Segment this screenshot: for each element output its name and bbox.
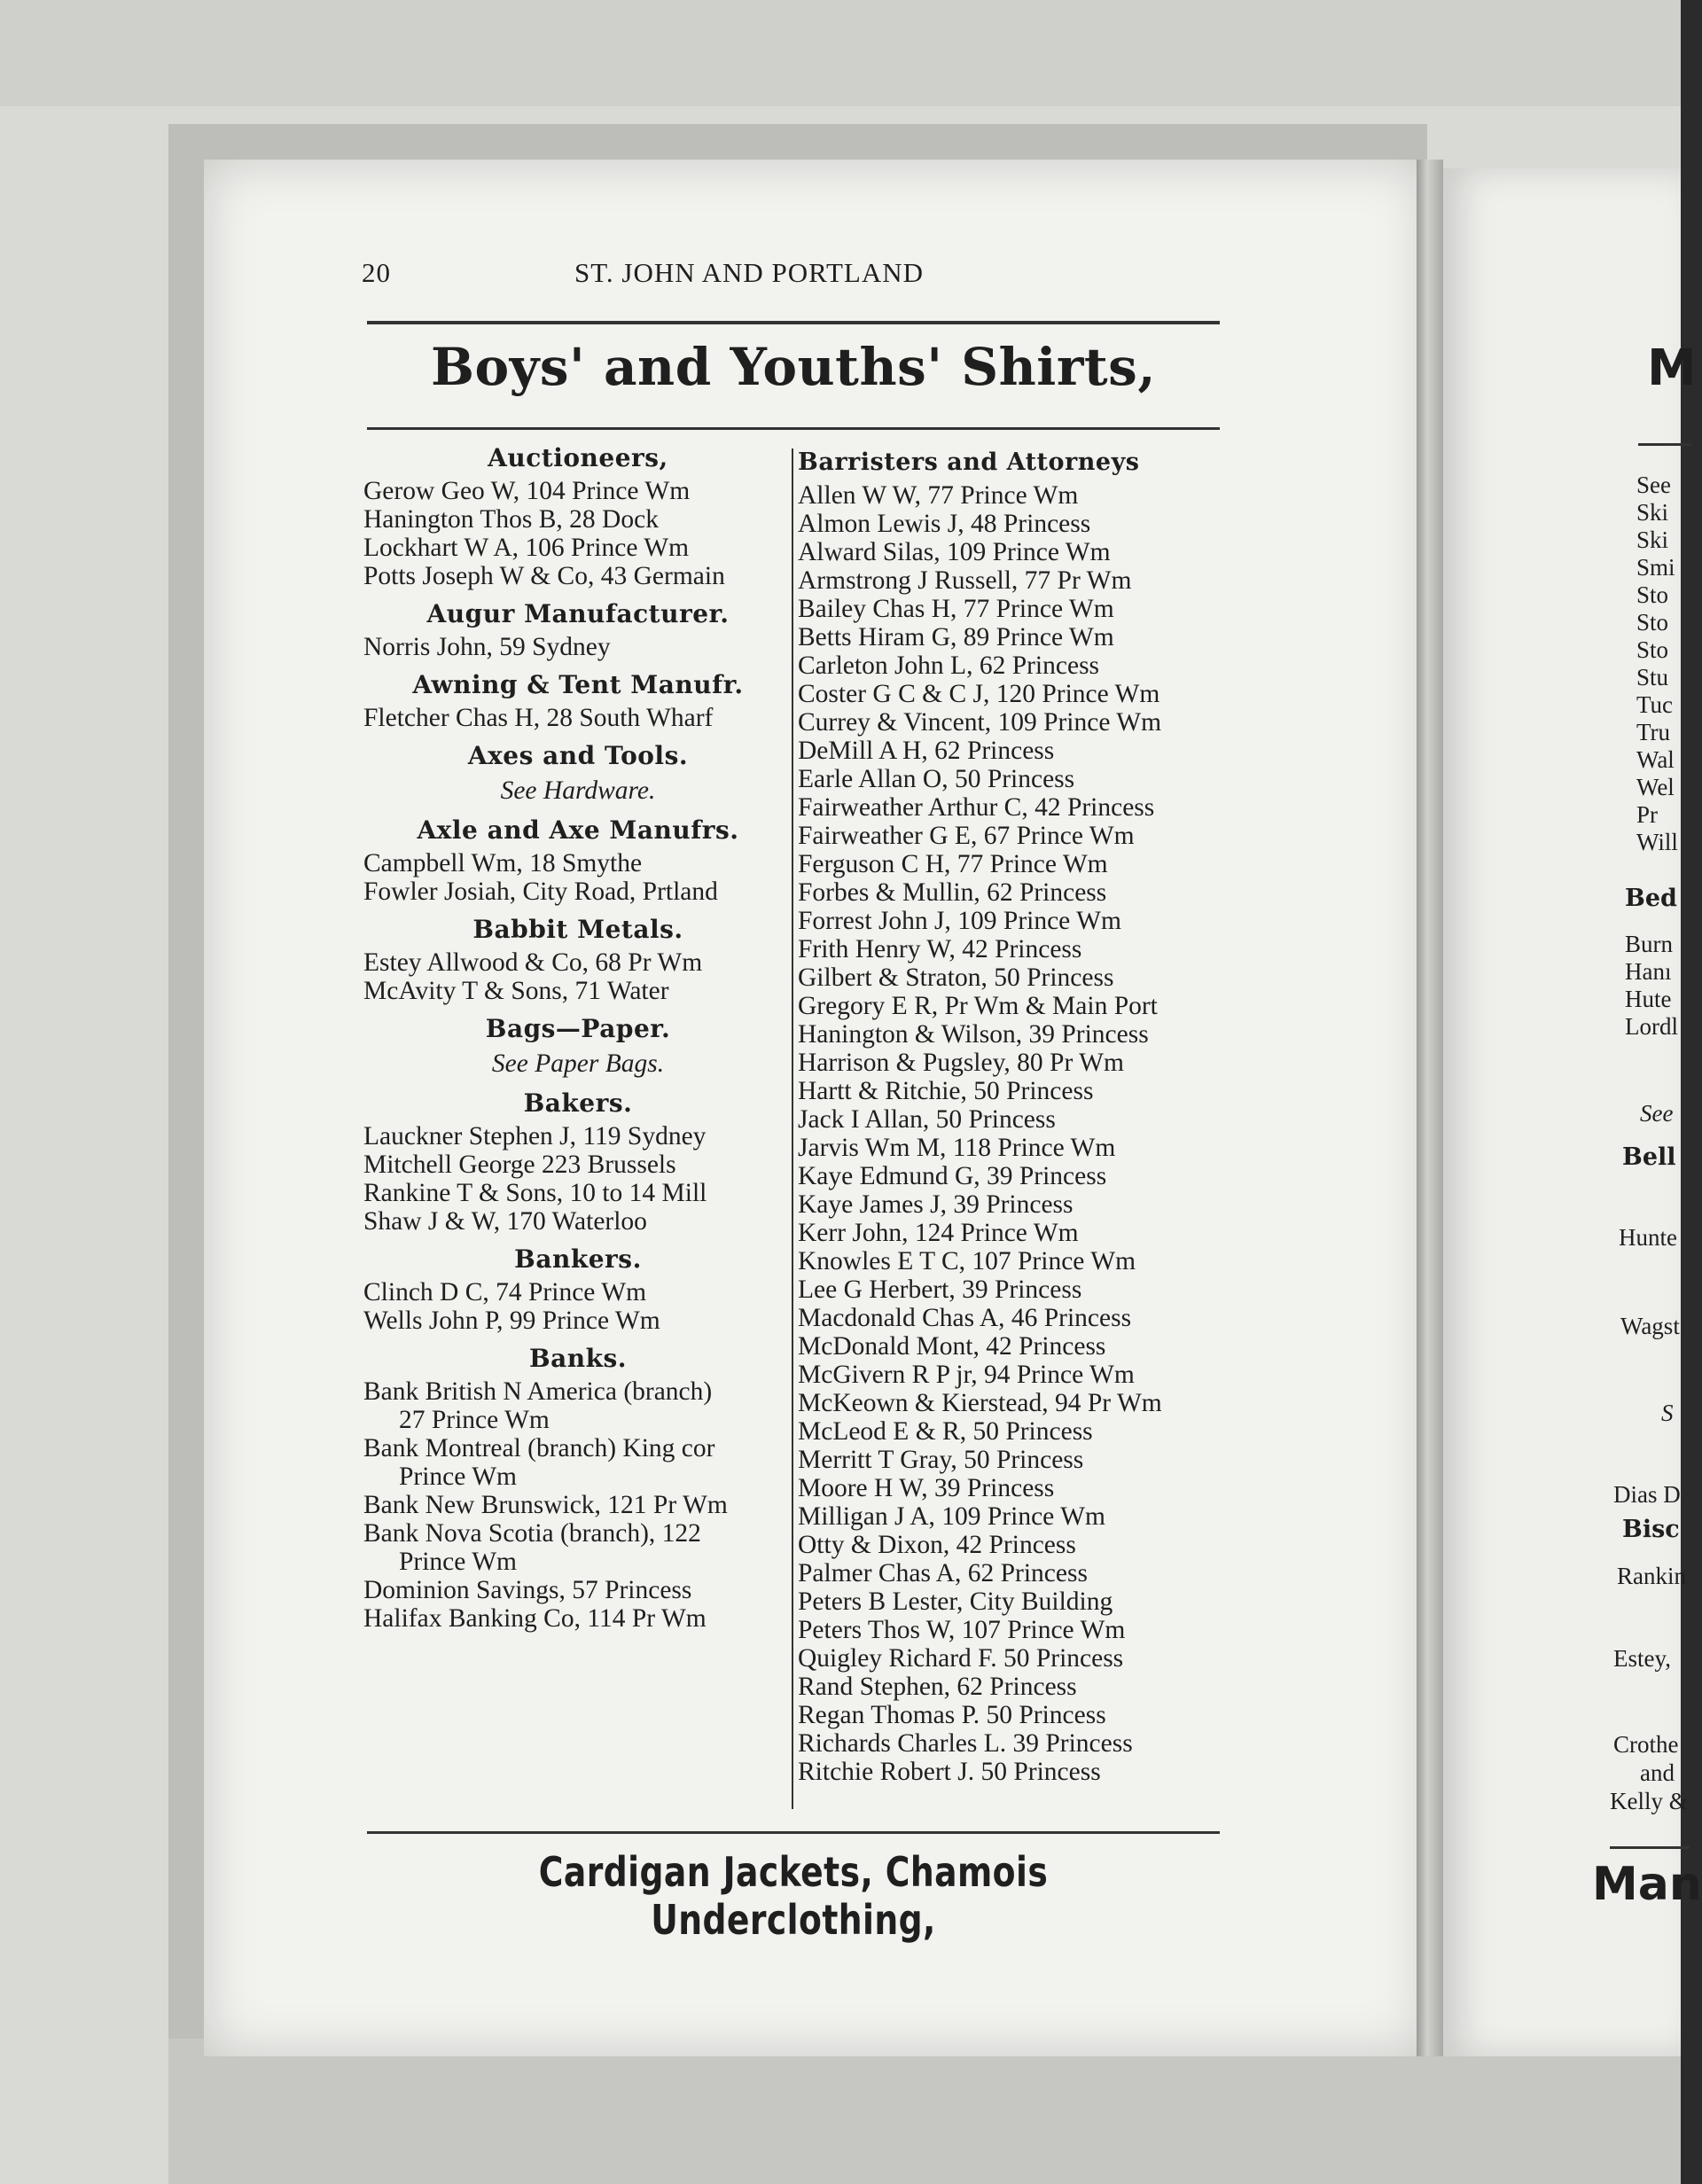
directory-entry: Lockhart W A, 106 Prince Wm: [363, 534, 690, 562]
facing-line-fragment: Sto: [1636, 636, 1669, 663]
facing-line-fragment: Wal: [1636, 746, 1675, 773]
facing-kelly: Kelly &: [1610, 1788, 1688, 1814]
directory-entry: Quigley Richard F. 50 Princess: [798, 1644, 1124, 1673]
section-heading: Babbit Metals.: [472, 915, 683, 944]
directory-entry: Fairweather G E, 67 Prince Wm: [798, 822, 1135, 850]
bottom-shadow: [168, 2039, 1681, 2184]
directory-entry: Jack I Allan, 50 Princess: [798, 1105, 1056, 1134]
directory-entry: Gregory E R, Pr Wm & Main Port: [798, 992, 1158, 1020]
section-heading: Axes and Tools.: [467, 741, 689, 770]
facing-heading-bisc: Bisc: [1622, 1516, 1680, 1543]
see-reference: See Hardware.: [500, 776, 656, 805]
directory-entry: Bank Montreal (branch) King cor: [363, 1434, 715, 1462]
rule-top: [367, 321, 1220, 324]
directory-entry: Earle Allan O, 50 Princess: [798, 765, 1075, 793]
directory-entry: Moore H W, 39 Princess: [798, 1474, 1055, 1502]
directory-entry: Mitchell George 223 Brussels: [363, 1150, 676, 1179]
page-number: 20: [362, 257, 391, 288]
facing-see: See: [1640, 1100, 1674, 1127]
facing-line-fragment: Tuc: [1636, 691, 1674, 718]
facing-line-fragment: See: [1636, 472, 1671, 498]
directory-entry: Peters Thos W, 107 Prince Wm: [798, 1616, 1126, 1644]
right-column: [798, 448, 1223, 1786]
facing-wagst: Wagst: [1620, 1313, 1680, 1339]
directory-entry: Allen W W, 77 Prince Wm: [798, 481, 1079, 510]
directory-entry: Milligan J A, 109 Prince Wm: [798, 1502, 1105, 1531]
directory-entry: Kaye James J, 39 Princess: [798, 1190, 1074, 1219]
see-reference: See Paper Bags.: [491, 1049, 665, 1078]
directory-entry: Harrison & Pugsley, 80 Pr Wm: [798, 1049, 1124, 1077]
facing-line-fragment: Smi: [1636, 554, 1675, 581]
section-heading: Bakers.: [523, 1088, 633, 1118]
banner-advert-bottom: Cardigan Jackets, Chamois Underclothing,: [538, 1848, 1049, 1944]
directory-entry: Merritt T Gray, 50 Princess: [798, 1446, 1084, 1474]
facing-s: S: [1661, 1400, 1674, 1426]
facing-crothe: Crothe: [1613, 1731, 1679, 1758]
directory-entry: Regan Thomas P. 50 Princess: [798, 1701, 1106, 1729]
facing-and: and: [1640, 1759, 1675, 1786]
facing-line-fragment: Sto: [1636, 609, 1669, 636]
facing-rankin: Rankin: [1617, 1563, 1686, 1589]
directory-entry: Armstrong J Russell, 77 Pr Wm: [798, 566, 1132, 595]
book-gutter: [1417, 160, 1443, 2056]
directory-entry: Shaw J & W, 170 Waterloo: [363, 1207, 647, 1236]
facing-banner-top: M: [1647, 339, 1697, 397]
directory-entry: Forbes & Mullin, 62 Princess: [798, 878, 1107, 907]
rule-mid: [367, 427, 1220, 430]
rule-bottom: [367, 1831, 1220, 1834]
directory-entry: Rankine T & Sons, 10 to 14 Mill: [363, 1179, 707, 1207]
facing-rule-bottom: [1610, 1846, 1690, 1849]
directory-entry: Forrest John J, 109 Prince Wm: [798, 907, 1121, 935]
directory-entry: Fowler Josiah, City Road, Prtland: [363, 878, 718, 906]
banner-advert-top: Boys' and Youths' Shirts,: [430, 337, 1157, 397]
directory-entry: Ritchie Robert J. 50 Princess: [798, 1758, 1101, 1786]
facing-hunte: Hunte: [1619, 1224, 1677, 1251]
facing-lines-b: [1625, 931, 1678, 1041]
directory-entry: Peters B Lester, City Building: [798, 1587, 1113, 1616]
directory-entry-continuation: Prince Wm: [399, 1462, 517, 1491]
directory-entry: Betts Hiram G, 89 Prince Wm: [798, 623, 1114, 651]
directory-entry: McGivern R P jr, 94 Prince Wm: [798, 1361, 1135, 1389]
directory-entry: Ferguson C H, 77 Prince Wm: [798, 850, 1108, 878]
facing-heading-bell: Bell: [1622, 1143, 1676, 1171]
directory-entry: Macdonald Chas A, 46 Princess: [798, 1304, 1132, 1332]
facing-dias: Dias D: [1613, 1481, 1681, 1508]
directory-entry: Wells John P, 99 Prince Wm: [363, 1306, 660, 1335]
directory-entry: Frith Henry W, 42 Princess: [798, 935, 1082, 963]
directory-entry: Lauckner Stephen J, 119 Sydney: [363, 1122, 707, 1150]
directory-entry: Currey & Vincent, 109 Prince Wm: [798, 708, 1162, 737]
directory-entry: Otty & Dixon, 42 Princess: [798, 1531, 1076, 1559]
directory-entry: Rand Stephen, 62 Princess: [798, 1673, 1077, 1701]
facing-line-fragment: Ski: [1636, 499, 1669, 526]
directory-entry: Fletcher Chas H, 28 South Wharf: [363, 704, 714, 732]
directory-entry: Gilbert & Straton, 50 Princess: [798, 963, 1114, 992]
directory-entry: Lee G Herbert, 39 Princess: [798, 1275, 1082, 1304]
column-divider: [792, 448, 793, 1809]
directory-entry: Coster G C & C J, 120 Prince Wm: [798, 680, 1160, 708]
scan-top-band: [0, 0, 1681, 106]
facing-line-fragment: Hute: [1625, 986, 1672, 1012]
section-heading: Awning & Tent Manufr.: [412, 670, 744, 699]
directory-entry: Jarvis Wm M, 118 Prince Wm: [798, 1134, 1116, 1162]
directory-entry: McLeod E & R, 50 Princess: [798, 1417, 1093, 1446]
directory-entry: Campbell Wm, 18 Smythe: [363, 849, 643, 878]
section-heading: Auctioneers,: [488, 443, 668, 472]
left-column: [363, 443, 792, 1633]
directory-entry: Knowles E T C, 107 Prince Wm: [798, 1247, 1136, 1275]
facing-line-fragment: Lordl: [1625, 1013, 1678, 1040]
directory-entry: DeMill A H, 62 Princess: [798, 737, 1055, 765]
directory-entry: Carleton John L, 62 Princess: [798, 651, 1100, 680]
directory-entry: Richards Charles L. 39 Princess: [798, 1729, 1133, 1758]
directory-entry: Gerow Geo W, 104 Prince Wm: [363, 477, 691, 505]
directory-entry: Kerr John, 124 Prince Wm: [798, 1219, 1079, 1247]
facing-line-fragment: Hanı: [1625, 958, 1672, 985]
directory-entry: Dominion Savings, 57 Princess: [363, 1576, 692, 1604]
directory-entry: Hartt & Ritchie, 50 Princess: [798, 1077, 1094, 1105]
facing-line-fragment: Stu: [1636, 664, 1669, 690]
directory-entry-continuation: Prince Wm: [399, 1548, 517, 1576]
directory-entry: Potts Joseph W & Co, 43 Germain: [363, 562, 725, 590]
facing-lines-a: [1636, 472, 1678, 856]
directory-entry: Fairweather Arthur C, 42 Princess: [798, 793, 1155, 822]
facing-line-fragment: Pr: [1636, 801, 1659, 828]
facing-page: [1443, 168, 1702, 2056]
directory-entry: Kaye Edmund G, 39 Princess: [798, 1162, 1107, 1190]
facing-estey: Estey,: [1613, 1645, 1671, 1672]
section-heading: Axle and Axe Manufrs.: [417, 815, 739, 845]
directory-entry: Norris John, 59 Sydney: [363, 633, 611, 661]
directory-entry: Hanington & Wilson, 39 Princess: [798, 1020, 1149, 1049]
directory-entry: Bank New Brunswick, 121 Pr Wm: [363, 1491, 728, 1519]
facing-line-fragment: Wel: [1636, 774, 1675, 800]
directory-entry: McAvity T & Sons, 71 Water: [363, 977, 669, 1005]
directory-entry: Alward Silas, 109 Prince Wm: [798, 538, 1111, 566]
facing-banner-bottom: Man: [1592, 1858, 1702, 1911]
directory-entry: McKeown & Kierstead, 94 Pr Wm: [798, 1389, 1162, 1417]
facing-line-fragment: Burn: [1625, 931, 1673, 957]
directory-entry: Clinch D C, 74 Prince Wm: [363, 1278, 647, 1306]
page-title: ST. JOHN AND PORTLAND: [574, 257, 925, 288]
section-heading: Barristers and Attorneys: [798, 448, 1140, 476]
directory-entry: Bailey Chas H, 77 Prince Wm: [798, 595, 1114, 623]
directory-entry: McDonald Mont, 42 Princess: [798, 1332, 1106, 1361]
facing-line-fragment: Ski: [1636, 526, 1669, 553]
directory-entry: Halifax Banking Co, 114 Pr Wm: [363, 1604, 707, 1633]
directory-entry: Hanington Thos B, 28 Dock: [363, 505, 659, 534]
section-heading: Augur Manufacturer.: [426, 599, 730, 628]
section-heading: Bags—Paper.: [485, 1014, 671, 1043]
section-heading: Banks.: [528, 1344, 628, 1373]
facing-line-fragment: Will: [1636, 829, 1678, 855]
section-heading: Bankers.: [514, 1244, 642, 1274]
facing-line-fragment: Sto: [1636, 581, 1669, 608]
running-head: [362, 257, 1222, 301]
facing-line-fragment: Tru: [1636, 719, 1671, 745]
directory-entry: Estey Allwood & Co, 68 Pr Wm: [363, 948, 703, 977]
facing-heading-bed: Bed: [1625, 885, 1677, 912]
directory-entry: Bank Nova Scotia (branch), 122: [363, 1519, 701, 1548]
directory-entry: Palmer Chas A, 62 Princess: [798, 1559, 1088, 1587]
directory-entry: Bank British N America (branch): [363, 1377, 713, 1406]
facing-rule: [1638, 443, 1691, 446]
directory-entry: Almon Lewis J, 48 Princess: [798, 510, 1091, 538]
directory-entry-continuation: 27 Prince Wm: [399, 1406, 550, 1434]
